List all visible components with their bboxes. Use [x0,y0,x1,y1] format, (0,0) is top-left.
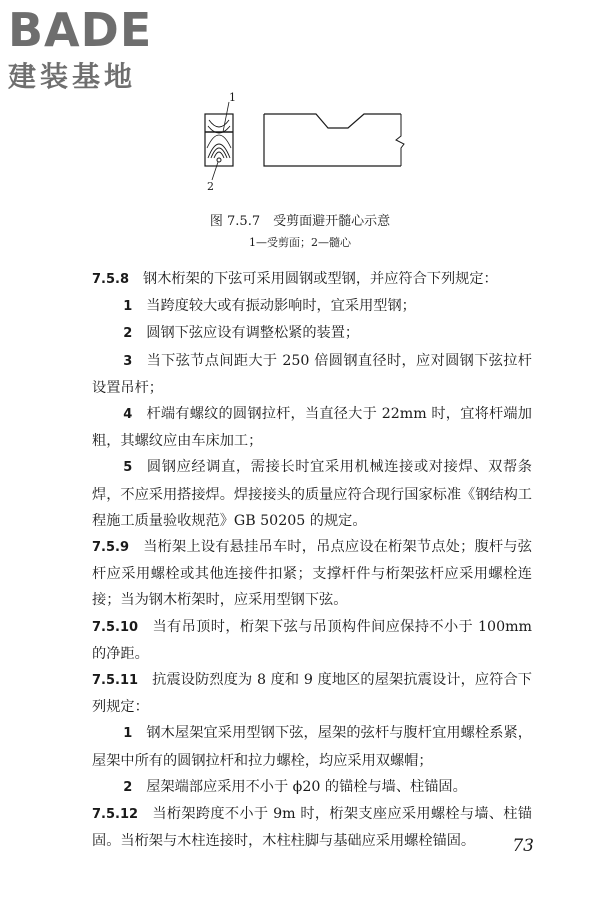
item-text: 屋架端部应采用不小于 ϕ20 的锚栓与墙、柱锚固。 [146,778,467,795]
clause-text: 当桁架跨度不小于 9m 时，桁架支座应采用螺栓与墙、柱锚固。当桁架与木柱连接时，木柱柱脚与基础应采用螺栓锚固。 [92,806,532,850]
list-item [92,774,532,801]
item-number: 1 [123,726,133,742]
item-number: 2 [123,779,133,795]
clause-7-5-8 [92,266,532,293]
clause-number: 7.5.10 [92,619,139,635]
clause-7-5-10 [92,614,532,667]
figure-label-1: 1 [229,92,236,104]
list-item [92,320,532,347]
figure-legend: 1—受剪面；2—髓心 [249,236,351,249]
clause-text: 抗震设防烈度为 8 度和 9 度地区的屋架抗震设计，应符合下列规定： [92,672,532,716]
figure-label-2: 2 [207,180,214,193]
clause-7-5-11 [92,667,532,720]
item-number: 4 [123,407,133,423]
item-text: 圆钢应经调直，需接长时宜采用机械连接或对接焊、双帮条焊，不应采用搭接焊。焊接接头的质量应符合现行国家标准《钢结构工程施工质量验收规范》GB 50205 的规定。 [92,459,532,529]
clause-text: 当有吊顶时，桁架下弦与吊顶构件间应保持不小于 100mm 的净距。 [92,618,532,662]
brand-logo-text: BADE [8,3,153,57]
list-item [92,293,532,320]
brand-logo [8,3,178,94]
item-text: 当下弦节点间距大于 250 倍圆钢直径时，应对圆钢下弦拉杆设置吊杆； [92,352,532,396]
brand-logo-subtitle: 建装基地 [8,60,137,93]
item-text: 当跨度较大或有振动影响时，宜采用型钢； [146,298,416,315]
clause-number: 7.5.9 [92,540,130,556]
clause-number: 7.5.8 [92,272,130,287]
clause-7-5-9 [92,534,532,614]
timber-cross-section [205,102,233,180]
clause-7-5-12 [92,801,532,854]
list-item [92,720,532,773]
item-text: 钢木屋架宜采用型钢下弦，屋架的弦杆与腹杆宜用螺栓系紧，屋架中所有的圆钢拉杆和拉力螺栓，均应采用双螺帽； [92,725,532,769]
item-number: 5 [123,460,133,476]
item-number: 1 [123,299,133,315]
item-number: 2 [123,326,133,342]
figure-caption: 图 7.5.7 受剪面避开髓心示意 [209,214,391,229]
item-text: 圆钢下弦应设有调整松紧的装置； [146,325,360,342]
document-body [92,266,532,854]
list-item [92,401,532,454]
item-text: 杆端有螺纹的圆钢拉杆，当直径大于 22mm 时，宜将杆端加粗，其螺纹应由车床加工； [92,406,532,450]
clause-number: 7.5.11 [92,673,139,689]
timber-elevation [264,114,404,166]
list-item [92,454,532,534]
figure-shear-plane [196,92,416,202]
list-item [92,348,532,401]
item-number: 3 [123,353,133,369]
clause-number: 7.5.12 [92,807,139,823]
clause-text: 钢木桁架的下弦可采用圆钢或型钢，并应符合下列规定： [143,271,498,287]
clause-text: 当桁架上设有悬挂吊车时，吊点应设在桁架节点处；腹杆与弦杆应采用螺栓或其他连接件扣紧；支撑杆件与桁架弦杆应采用螺栓连接；当为钢木桁架时，应采用型钢下弦。 [92,539,532,609]
page-number: 73 [512,836,534,856]
